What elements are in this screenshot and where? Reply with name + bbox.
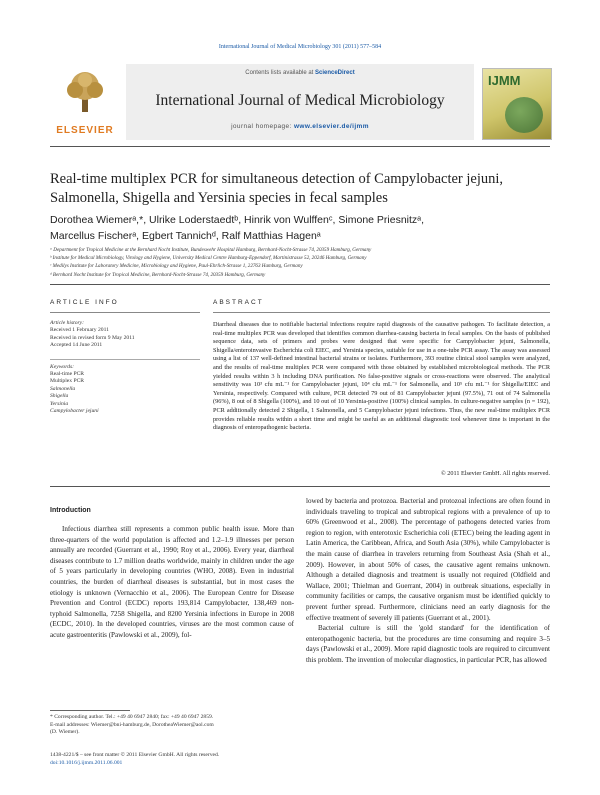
- journal-masthead: [50, 64, 550, 140]
- article-info-rule: [50, 312, 200, 313]
- abstract-heading: ABSTRACT: [213, 299, 264, 306]
- cover-image: [505, 97, 543, 133]
- affiliations: [50, 246, 550, 279]
- contents-line: [126, 70, 474, 76]
- journal-homepage: [126, 123, 474, 130]
- keyword-item: Shigella: [50, 393, 69, 400]
- affiliation-divider: [50, 284, 550, 285]
- keyword-item: Salmonella: [50, 385, 76, 392]
- keywords-label: Keywords:: [50, 363, 75, 370]
- cover-label: IJMM: [488, 73, 521, 88]
- intro-paragraph-1-continued: lowed by bacteria and protozoa. Bacterial and protozoal infections are often found in individuals traveling to tropical and subtropical regions with a prevalence of up to 60% (Greenwood et al., 2008). The percentage of pathogens detected varies from region to region, with enterotoxic Escherichia coli (ETEC) being the leading agent in Latin America, the Caribbean, Africa, and South Asia (30%), while Campylobacter is the main cause of diarrhea in travelers returning from Southeast Asia (Shah et al., 2009). However, in about 50% of cases, the causative agent remains unknown. Although a detailed diagnosis and treatment is usually not required (Oldfield and Wallace, 2001; Thielman and Guerrant, 2004) in outbreak situations, especially in community facilities or camps, the causative organism must be identified quickly to prevent further spread. Furthermore, clinicians need an early diagnosis for the effective treatment of severely ill patients (Guerrant et al., 2001).: [306, 497, 550, 622]
- affiliation-d: ᵈ Bernhard Nocht Institute for Tropical Medicine, Bernhard-Nocht-Strasse 74, 20359 Hamburg, Germany: [50, 271, 266, 278]
- abstract-rule: [213, 312, 550, 313]
- intro-paragraph-2: Bacterial culture is still the 'gold standard' for the identification of enteropathogenic bacteria, but the procedures are time consuming and require 3–5 days (Pawlowski et al., 2009). More rapid diagnostic tools are required to circumvent this problem. The invention of molecular diagnostics, in particular PCR, has allowed: [306, 624, 550, 664]
- keywords-rule: [50, 359, 200, 360]
- intro-paragraph-1: Infectious diarrhea still represents a common public health issue. More than three-quarters of the world population is affected and 1.2–1.9 illnesses per person annually are recorded (Guerrant et al., 1990; Roy et al., 2006). Every year, diarrheal diseases contribute to 1.7 million deaths worldwide, mainly in children under the age of 5 years particularly in developing countries (WHO, 2008). Even in industrial countries, the burden of diarrheal diseases is substantial, but in most cases the etiology is unknown (Vernacchio et al., 2006). The European Centre for Disease Prevention and Control (ECDC) reports 193,814 Campylobacter, 138,469 non-typhoid Salmonella, 7258 Shigella, and 8200 Yersinia infections in Europe in 2008 (ECDC, 2010). In the developed countries, viruses are the most common cause of acute gastroenteritis (Pawlowski et al., 2009), fol-: [50, 525, 294, 639]
- footnotes: [50, 714, 294, 737]
- email-owner: (D. Wiemer).: [50, 729, 80, 736]
- article-title: Real-time multiplex PCR for simultaneous detection of Campylobacter jejuni, Salmonella, Shigella and Yersinia species in fecal samples: [50, 171, 504, 206]
- tree-icon: [61, 70, 109, 114]
- homepage-prefix: journal homepage:: [231, 123, 294, 130]
- keyword-item: Yersinia: [50, 400, 69, 407]
- affiliation-c: ᶜ Medilys Institute for Laboratory Medicine, Microbiology and Hygiene, Paul-Ehrlich-Strasse 1, 22763 Hamburg, Germany: [50, 263, 303, 270]
- header-divider: [50, 146, 550, 147]
- keyword-item: Real-time PCR: [50, 371, 85, 378]
- journal-cover-thumbnail: [482, 68, 552, 140]
- body-column-right: [306, 496, 550, 666]
- keyword-item: Multiplex PCR: [50, 378, 85, 385]
- corresponding-author-note: * Corresponding author. Tel.: +49 40 6947 2840; fax: +49 40 6947 2859.: [50, 714, 214, 720]
- sciencedirect-link[interactable]: ScienceDirect: [315, 70, 355, 76]
- body-column-left: [50, 524, 294, 641]
- elsevier-logo: [50, 70, 120, 136]
- journal-banner: [126, 64, 474, 140]
- authors-line-1: Dorothea Wiemerᵃ,*, Ulrike Loderstaedtᵇ, Hinrik von Wulffenᶜ, Simone Priesnitzᵃ,: [50, 214, 425, 226]
- issn-line: 1438-4221/$ – see front matter © 2011 Elsevier GmbH. All rights reserved.: [50, 752, 220, 758]
- doi-link[interactable]: doi:10.1016/j.ijmm.2011.06.001: [50, 759, 123, 766]
- article-info-heading: ARTICLE INFO: [50, 299, 119, 306]
- abstract-text: Diarrheal diseases due to notifiable bacterial infections require rapid diagnosis of the causative pathogen. To facilitate detection, a real-time multiplex PCR was developed that identifies common diarrhea-causing bacteria in fecal samples. On the basis of published sequence data, sets of primers and probes were designed that were specific for Campylobacter jejuni, Salmonella, Shigella/enteroinvasive Escherichia coli EIEC, and Yersinia species, suitable for use in a one-tube PCR assay. The assay was assessed using a list of 137 well-defined intestinal bacterial strains or isolates. Furthermore, 393 routine clinical stool samples were analyzed, and the results of real-time multiplex PCR were compared with those obtained by established microbiological methods. The PCR yielded results within 3 h including DNA purification. No false-positive signals or cross-reactions were observed. The analytical sensitivity was 10³ cfu mL⁻¹ for Campylobacter jejuni, 10⁴ cfu mL⁻¹ for Salmonella, and 10⁵ cfu mL⁻¹ for Shigella/EIEC and Yersinia, respectively. Compared with culture, PCR detected 79 out of 81 Campylobacter jejuni (97.5%), 71 out of 74 Salmonella (96%), 8 out of 8 Shigella (100%), and 10 out of 10 Yersinia-positive (100%) clinical samples. In culture-negative samples (n = 192), PCR additionally detected 2 Shigella, 1 Salmonella, and 5 Campylobacter jejuni infections. Thus, the new real-time multiplex PCR provides reliable results within a short time and might be useful as an additional diagnostic tool whenever time is important in the diagnosis of enteropathogenic bacteria.: [213, 321, 550, 432]
- history-label: Article history:: [50, 320, 85, 326]
- footnote-rule: [50, 710, 130, 711]
- contents-prefix: Contents lists available at: [245, 70, 315, 76]
- affiliation-b: ᵇ Institute for Medical Microbiology, Virology and Hygiene, University Medical Centre Hamburg-Eppendorf, Martinistrasse 52, 20246 Hamburg, Germany: [50, 255, 367, 262]
- keyword-item: Campylobacter jejuni: [50, 408, 99, 415]
- front-matter-info: [50, 752, 294, 767]
- journal-title: International Journal of Medical Microbiology: [155, 92, 445, 109]
- accepted-date: Accepted 14 June 2011: [50, 342, 103, 349]
- revised-date: Received in revised form 9 May 2011: [50, 334, 135, 341]
- received-date: Received 1 February 2011: [50, 327, 109, 334]
- authors-line-2: Marcellus Fischerᵃ, Egbert Tannichᵈ, Ralf Matthias Hagenᵃ: [50, 230, 321, 242]
- publisher-name: ELSEVIER: [56, 125, 114, 136]
- abstract-copyright: © 2011 Elsevier GmbH. All rights reserved.: [441, 470, 550, 477]
- author-list: [50, 212, 550, 244]
- article-info: [50, 320, 200, 415]
- homepage-link[interactable]: www.elsevier.de/ijmm: [293, 123, 369, 130]
- journal-citation: International Journal of Medical Microbiology 301 (2011) 577–584: [218, 44, 382, 50]
- email-addresses: E-mail addresses: Wiemer@bni-hamburg.de, DorotheaWiemer@aol.com: [50, 721, 214, 728]
- section-heading-introduction: Introduction: [50, 507, 91, 514]
- abstract-divider: [50, 486, 550, 487]
- affiliation-a: ᵃ Department for Tropical Medicine at the Bernhard Nocht Institute, Bundeswehr Hospital Hamburg, Bernhard-Nocht-Strasse 74, 20359 Hamburg, Germany: [50, 247, 372, 253]
